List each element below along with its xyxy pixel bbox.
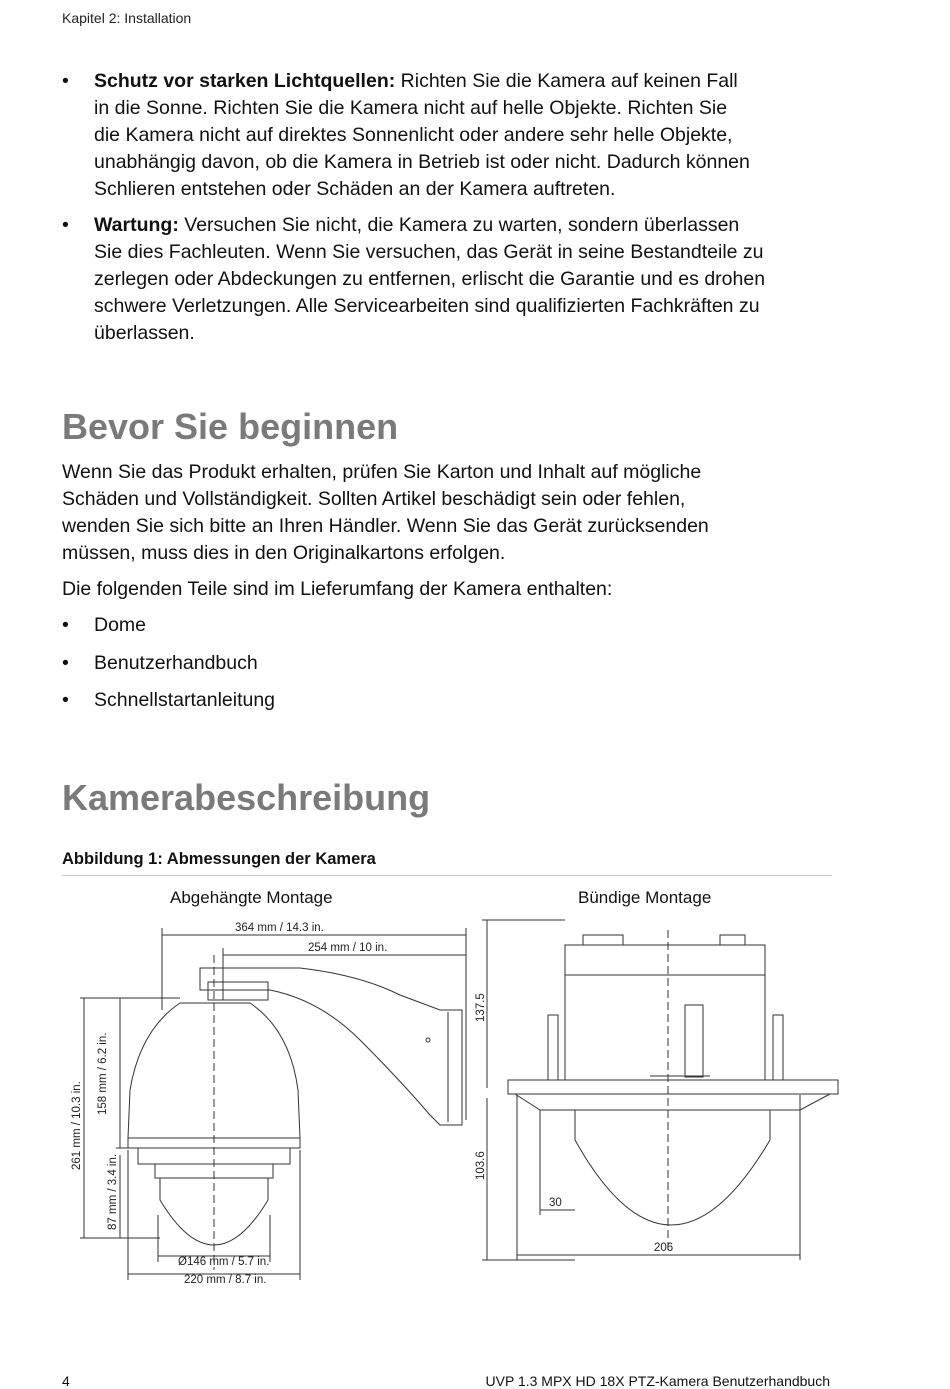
flush-back-box [565,975,765,1080]
dim-label: 220 mm / 8.7 in. [184,1274,267,1286]
bullet-dot: • [62,70,69,92]
dim-label: 206 [654,1242,674,1254]
dim-label: 87 mm / 3.4 in. [107,1153,119,1230]
flush-dome [575,1110,770,1225]
contents-intro: Die folgenden Teile sind im Lieferumfang der Kamera enthalten: [62,578,613,600]
bullet-line: Versuchen Sie nicht, die Kamera zu warten, sondern überlassen [184,214,740,236]
section-title-camera-description: Kamerabeschreibung [62,777,431,818]
bullet-line: unabhängig davon, ob die Kamera in Betrieb ist oder nicht. Dadurch können [94,151,750,173]
paragraph-line: Wenn Sie das Produkt erhalten, prüfen Sie Karton und Inhalt auf mögliche [62,461,702,483]
dim-label: 261 mm / 10.3 in. [71,1081,83,1170]
dim-label: 364 mm / 14.3 in. [235,922,324,934]
flush-mount-title: Bündige Montage [578,888,712,907]
bullet-line: Richten Sie die Kamera auf keinen Fall [400,70,738,92]
list-item-text: Dome [94,614,147,636]
bullet-dot: • [62,214,69,236]
paragraph-line: wenden Sie sich bitte an Ihren Händler. Wenn Sie das Gerät zurücksenden [62,515,709,537]
page-number: 4 [62,1373,70,1389]
footer-manual-title: UVP 1.3 MPX HD 18X PTZ-Kamera Benutzerhandbuch [485,1373,830,1389]
bullet-dot: • [62,652,69,674]
list-item-text: Benutzerhandbuch [94,652,258,674]
dim-label: 137.5 [475,993,487,1022]
dim-label: 30 [549,1197,562,1209]
paragraph-line: müssen, muss dies in den Originalkartons erfolgen. [62,542,506,564]
dim-label: 158 mm / 6.2 in. [97,1032,109,1115]
dim-label: Ø146 mm / 5.7 in. [178,1256,270,1268]
bullet-bold-label: Schutz vor starken Lichtquellen: [94,70,396,92]
bullet-dot: • [62,614,69,636]
housing-cap [208,982,268,1000]
bullet-dot: • [62,689,69,711]
chapter-header: Kapitel 2: Installation [62,10,192,26]
bullet-line: schwere Verletzungen. Alle Servicearbeiten sind qualifizierten Fachkräften zu [94,295,760,317]
bullet-line: Schlieren entstehen oder Schäden an der Kamera auftreten. [94,178,616,200]
pendant-mount-title: Abgehängte Montage [170,888,333,907]
flush-top-box [565,945,765,975]
bullet-bold-label: Wartung: [94,214,179,236]
paragraph-line: Schäden und Vollständigkeit. Sollten Artikel beschädigt sein oder fehlen, [62,488,686,510]
arm-bracket [200,968,462,1125]
bullet-line: in die Sonne. Richten Sie die Kamera nicht auf helle Objekte. Richten Sie [94,97,728,119]
dim-label: 254 mm / 10 in. [308,942,388,954]
bullet-line: überlassen. [94,322,195,344]
bullet-line: zerlegen oder Abdeckungen zu entfernen, erlischt die Garantie und es drohen [94,268,766,290]
dim-label: 103.6 [475,1151,487,1180]
ceiling-plate [508,1080,838,1094]
list-item-text: Schnellstartanleitung [94,689,276,711]
bullet-line: die Kamera nicht auf direktes Sonnenlicht oder andere sehr helle Objekte, [94,124,733,146]
bullet-line: Sie dies Fachleuten. Wenn Sie versuchen, das Gerät in seine Bestandteile zu [94,241,764,263]
section-title-before-you-begin: Bevor Sie beginnen [62,406,399,447]
figure-caption: Abbildung 1: Abmessungen der Kamera [62,850,376,868]
